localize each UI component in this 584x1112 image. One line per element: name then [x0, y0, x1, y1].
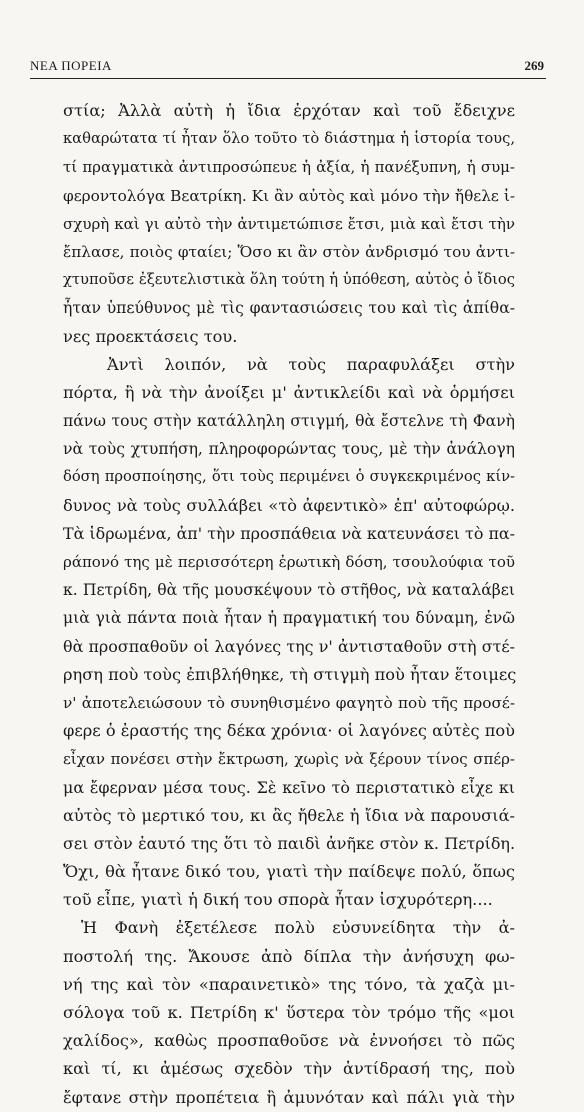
- text-line: αὐτὸς τὸ μερτικό του, κι ἂς ἤθελε ἡ ἴδια νὰ παρουσιά-: [63, 805, 515, 825]
- text-line: νὰ τοὺς χτυπήση, πληροφορώντας τους, μὲ τὴν ἀνάλογη: [63, 440, 515, 459]
- text-line: ἔφτανε στὴν προπέτεια ἢ ἀμυνόταν καὶ πάλι γιὰ τὴν: [63, 1087, 515, 1107]
- body-text: [63, 97, 515, 1112]
- text-line: καὶ τί, κι ἀμέσως σχεδὸν τὴν ἀντίδρασή της, ποὺ: [63, 1059, 515, 1079]
- journal-title: ΝΕΑ ΠΟΡΕΙΑ: [30, 58, 112, 73]
- text-line: Ἀντὶ λοιπόν, νὰ τοὺς παραφυλάξει στὴν: [107, 354, 515, 374]
- text-line: ρηση ποὺ τοὺς ἐπιβλήθηκε, τὴ στιγμὴ ποὺ ἦταν ἕτοιμες: [63, 664, 517, 684]
- text-line: νή της καὶ τὸν «παραινετικὸ» της τόνο, τὰ χαζὰ μι-: [63, 974, 515, 994]
- text-line: νες προεκτάσεις του.: [63, 326, 238, 346]
- text-line: σχυρὴ καὶ γι αὐτὸ τὴν ἀντιμετώπισε ἔτσι, μιὰ καὶ ἔτσι τὴν: [63, 214, 515, 233]
- text-line: δυνος νὰ τοὺς συλλάβει «τὸ ἀφεντικὸ» ἐπ' αὐτοφώρῳ.: [63, 495, 515, 515]
- text-line: εἶχαν πονέσει στὴν ἔκτρωση, χωρὶς νὰ ξέρουν τίνος σπέρ-: [63, 750, 515, 769]
- text-line: μιὰ γιὰ πάντα ποιὰ ἦταν ἡ πραγματική του δύναμη, ἐνῶ: [63, 609, 515, 628]
- text-line: πόρτα, ἢ νὰ τὴν ἀνοίξει μ' ἀντικλείδι καὶ νὰ ὁρμήσει: [63, 382, 515, 402]
- text-line: στία; Ἀλλὰ αὐτὴ ἡ ἴδια ἐρχόταν καὶ τοῦ ἔδειχνε: [63, 101, 515, 120]
- text-line: καθαρώτατα τί ἦταν ὅλο τοῦτο τὸ διάστημα ἡ ἱστορία τους,: [63, 130, 515, 148]
- text-line: χτυποῦσε ἐξευτελιστικὰ ὅλη τούτη ἡ ὑπόθεση, αὐτὸς ὁ ἴδιος: [63, 271, 515, 289]
- text-line: ποστολή της. Ἄκουσε ἀπὸ δίπλα τὴν ἀνήσυχη φω-: [63, 946, 515, 966]
- text-line: φεροντολόγα Βεατρίκη. Κι ἂν αὐτὸς καὶ μόνο τὴν ἤθελε ἰ-: [63, 186, 515, 205]
- text-line: ἦταν ὑπεύθυνος μὲ τὶς φαντασιώσεις του καὶ τὶς ἀπίθα-: [63, 299, 515, 318]
- text-line: σόλογα τοῦ κ. Πετρίδη κ' ὕστερα τὸν τρόμο τῆς «μοι: [63, 1003, 515, 1022]
- text-line: τί πραγματικὰ ἀντιπροσώπευε ἡ ἀξία, ἡ πανέξυπνη, ἡ συμ-: [63, 158, 515, 177]
- text-line: σει στὸν ἑαυτό της ὅτι τὸ παιδὶ ἀνῆκε στὸν κ. Πετρίδη.: [63, 833, 515, 853]
- text-line: Ἡ Φανὴ ἐξετέλεσε πολὺ εὐσυνείδητα τὴν ἀ-: [81, 918, 515, 938]
- text-line: ν' ἀποτελειώσουν τὸ συνηθισμένο φαγητὸ ποὺ τῆς προσέ-: [63, 693, 515, 712]
- text-line: φερε ὁ ἐραστής της δέκα χρόνια· οἱ λαγόνες αὐτὲς ποὺ: [63, 721, 515, 741]
- text-line: Τὰ ἱδρωμένα, ἀπ' τὴν προσπάθεια νὰ κατευνάσει τὸ πα-: [63, 523, 515, 543]
- text-line: ράπονό της μὲ περισσότερη ἐρωτικὴ δόση, τσουλούφια τοῦ: [63, 553, 515, 571]
- text-line: χαλίδος», καθὼς προσπαθοῦσε νὰ ἐννοήσει τὸ πῶς: [63, 1031, 515, 1051]
- text-line: τοῦ εἶπε, γιατὶ ἡ δική του σπορὰ ἦταν ἰσχυρότερη....: [63, 890, 493, 910]
- page-number: 269: [524, 58, 544, 73]
- text-line: ἔπλασε, ποιὸς φταίει; Ὅσο κι ἂν στὸν ἀνδρισμό του ἀντι-: [63, 242, 515, 261]
- text-line: θὰ προσπαθοῦν οἱ λαγόνες της ν' ἀντισταθοῦν στὴ στέ-: [63, 636, 515, 656]
- text-line: μα ἔφερναν μέσα τους. Σὲ κεῖνο τὸ περιστατικὸ εἶχε κι: [63, 777, 515, 797]
- running-header: [30, 56, 546, 79]
- text-line: πάνω τους στὴν κατάλληλη στιγμή, θὰ ἔστελνε τὴ Φανὴ: [63, 412, 515, 431]
- text-line: Ὄχι, θὰ ἦτανε δικό του, γιατὶ τὴν παίδεψε πολύ, ὅπως: [63, 862, 515, 882]
- text-line: κ. Πετρίδη, θὰ τῆς μουσκέψουν τὸ στῆθος, νὰ καταλάβει: [63, 581, 515, 600]
- text-line: δόση προσποίησης, ὅτι τοὺς περιμένει ὁ συγκεκριμένος κίν-: [63, 468, 515, 486]
